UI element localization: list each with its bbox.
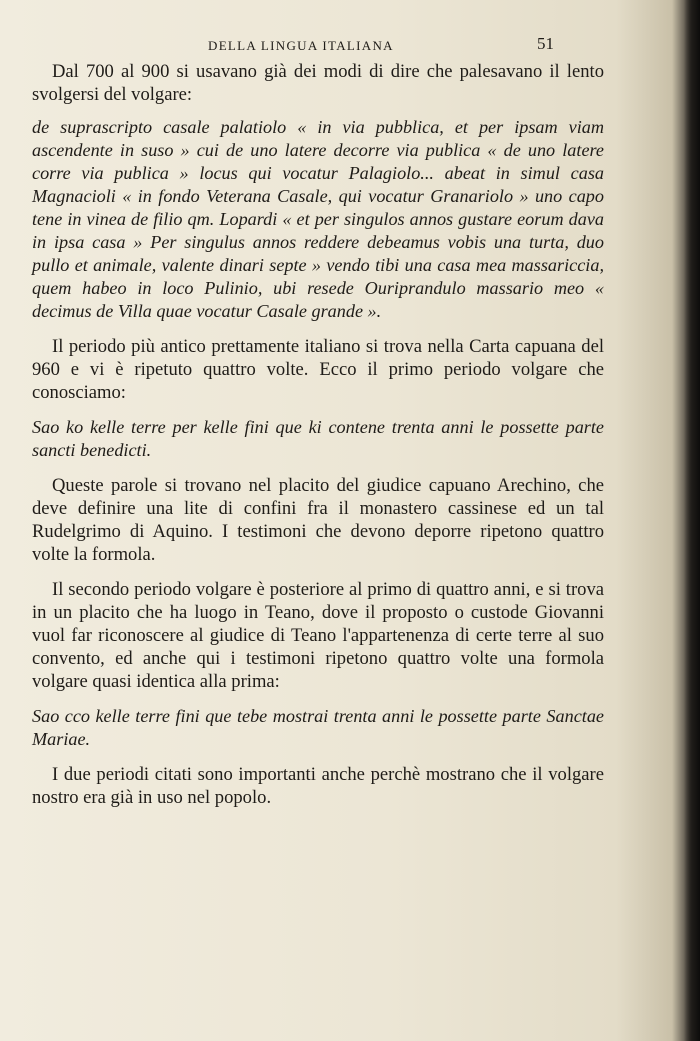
first-vernacular-formula: Sao ko kelle terre per kelle fini que ki contene trenta anni le possette parte sancti benedicti. — [32, 417, 604, 460]
paragraph-second-period: Il secondo periodo volgare è posteriore al primo di quattro anni, e si trova in un placito che ha luogo in Teano, dove il proposto o custode Giovanni vuol far riconoscere al giudice di Teano l'appartenenza di certe terre al suo convento, ed anche qui i testimoni ripetono quattro volte una formola volgare quasi identica alla prima: — [32, 579, 604, 692]
latin-quotation: de suprascripto casale palatiolo « in via pubblica, et per ipsam viam ascendente in suso » cui de uno latere decorre via publica « de uno latere corre via publica » locus qui vocatur Palagiolo... abeat in simul casa Magnacioli « in fondo Veterana Casale, qui vocatur Granariolo » uno capo tene in vinea de filio qm. Lopardi « et per singulos annos gustare eorum dava in ipsa casa » Per singulus annos reddere debeamus vobis una turta, duo pullo et animale, valente dinari septe » vendo tibi una casa mea massariccia, quem habeo in loco Pulinio, ubi resede Ouriprandulo massario meo « decimus de Villa quae vocatur Casale grande ». — [32, 117, 604, 321]
paragraph-carta-capuana: Il periodo più antico prettamente italiano si trova nella Carta capuana del 960 e vi è ripetuto quattro volte. Ecco il primo periodo volgare che conosciamo: — [32, 336, 604, 403]
page-body — [32, 60, 604, 821]
paragraph-placito-arechino: Queste parole si trovano nel placito del giudice capuano Arechino, che deve definire una lite di confini fra il monastero cassinese ed un tal Rudelgrimo di Aquino. I testimoni che devono deporre ripetono quattro volte la formola. — [32, 475, 604, 565]
running-head: DELLA LINGUA ITALIANA — [208, 38, 394, 53]
page-number: 51 — [537, 34, 554, 53]
book-spine-shadow — [684, 0, 700, 1041]
closing-paragraph: I due periodi citati sono importanti anche perchè mostrano che il volgare nostro era già in uso nel popolo. — [32, 764, 604, 808]
intro-paragraph: Dal 700 al 900 si usavano già dei modi di dire che palesavano il lento svolgersi del volgare: — [32, 61, 604, 105]
page-header — [0, 34, 700, 58]
second-vernacular-formula: Sao cco kelle terre fini que tebe mostrai trenta anni le possette parte Sanctae Mariae. — [32, 706, 604, 749]
